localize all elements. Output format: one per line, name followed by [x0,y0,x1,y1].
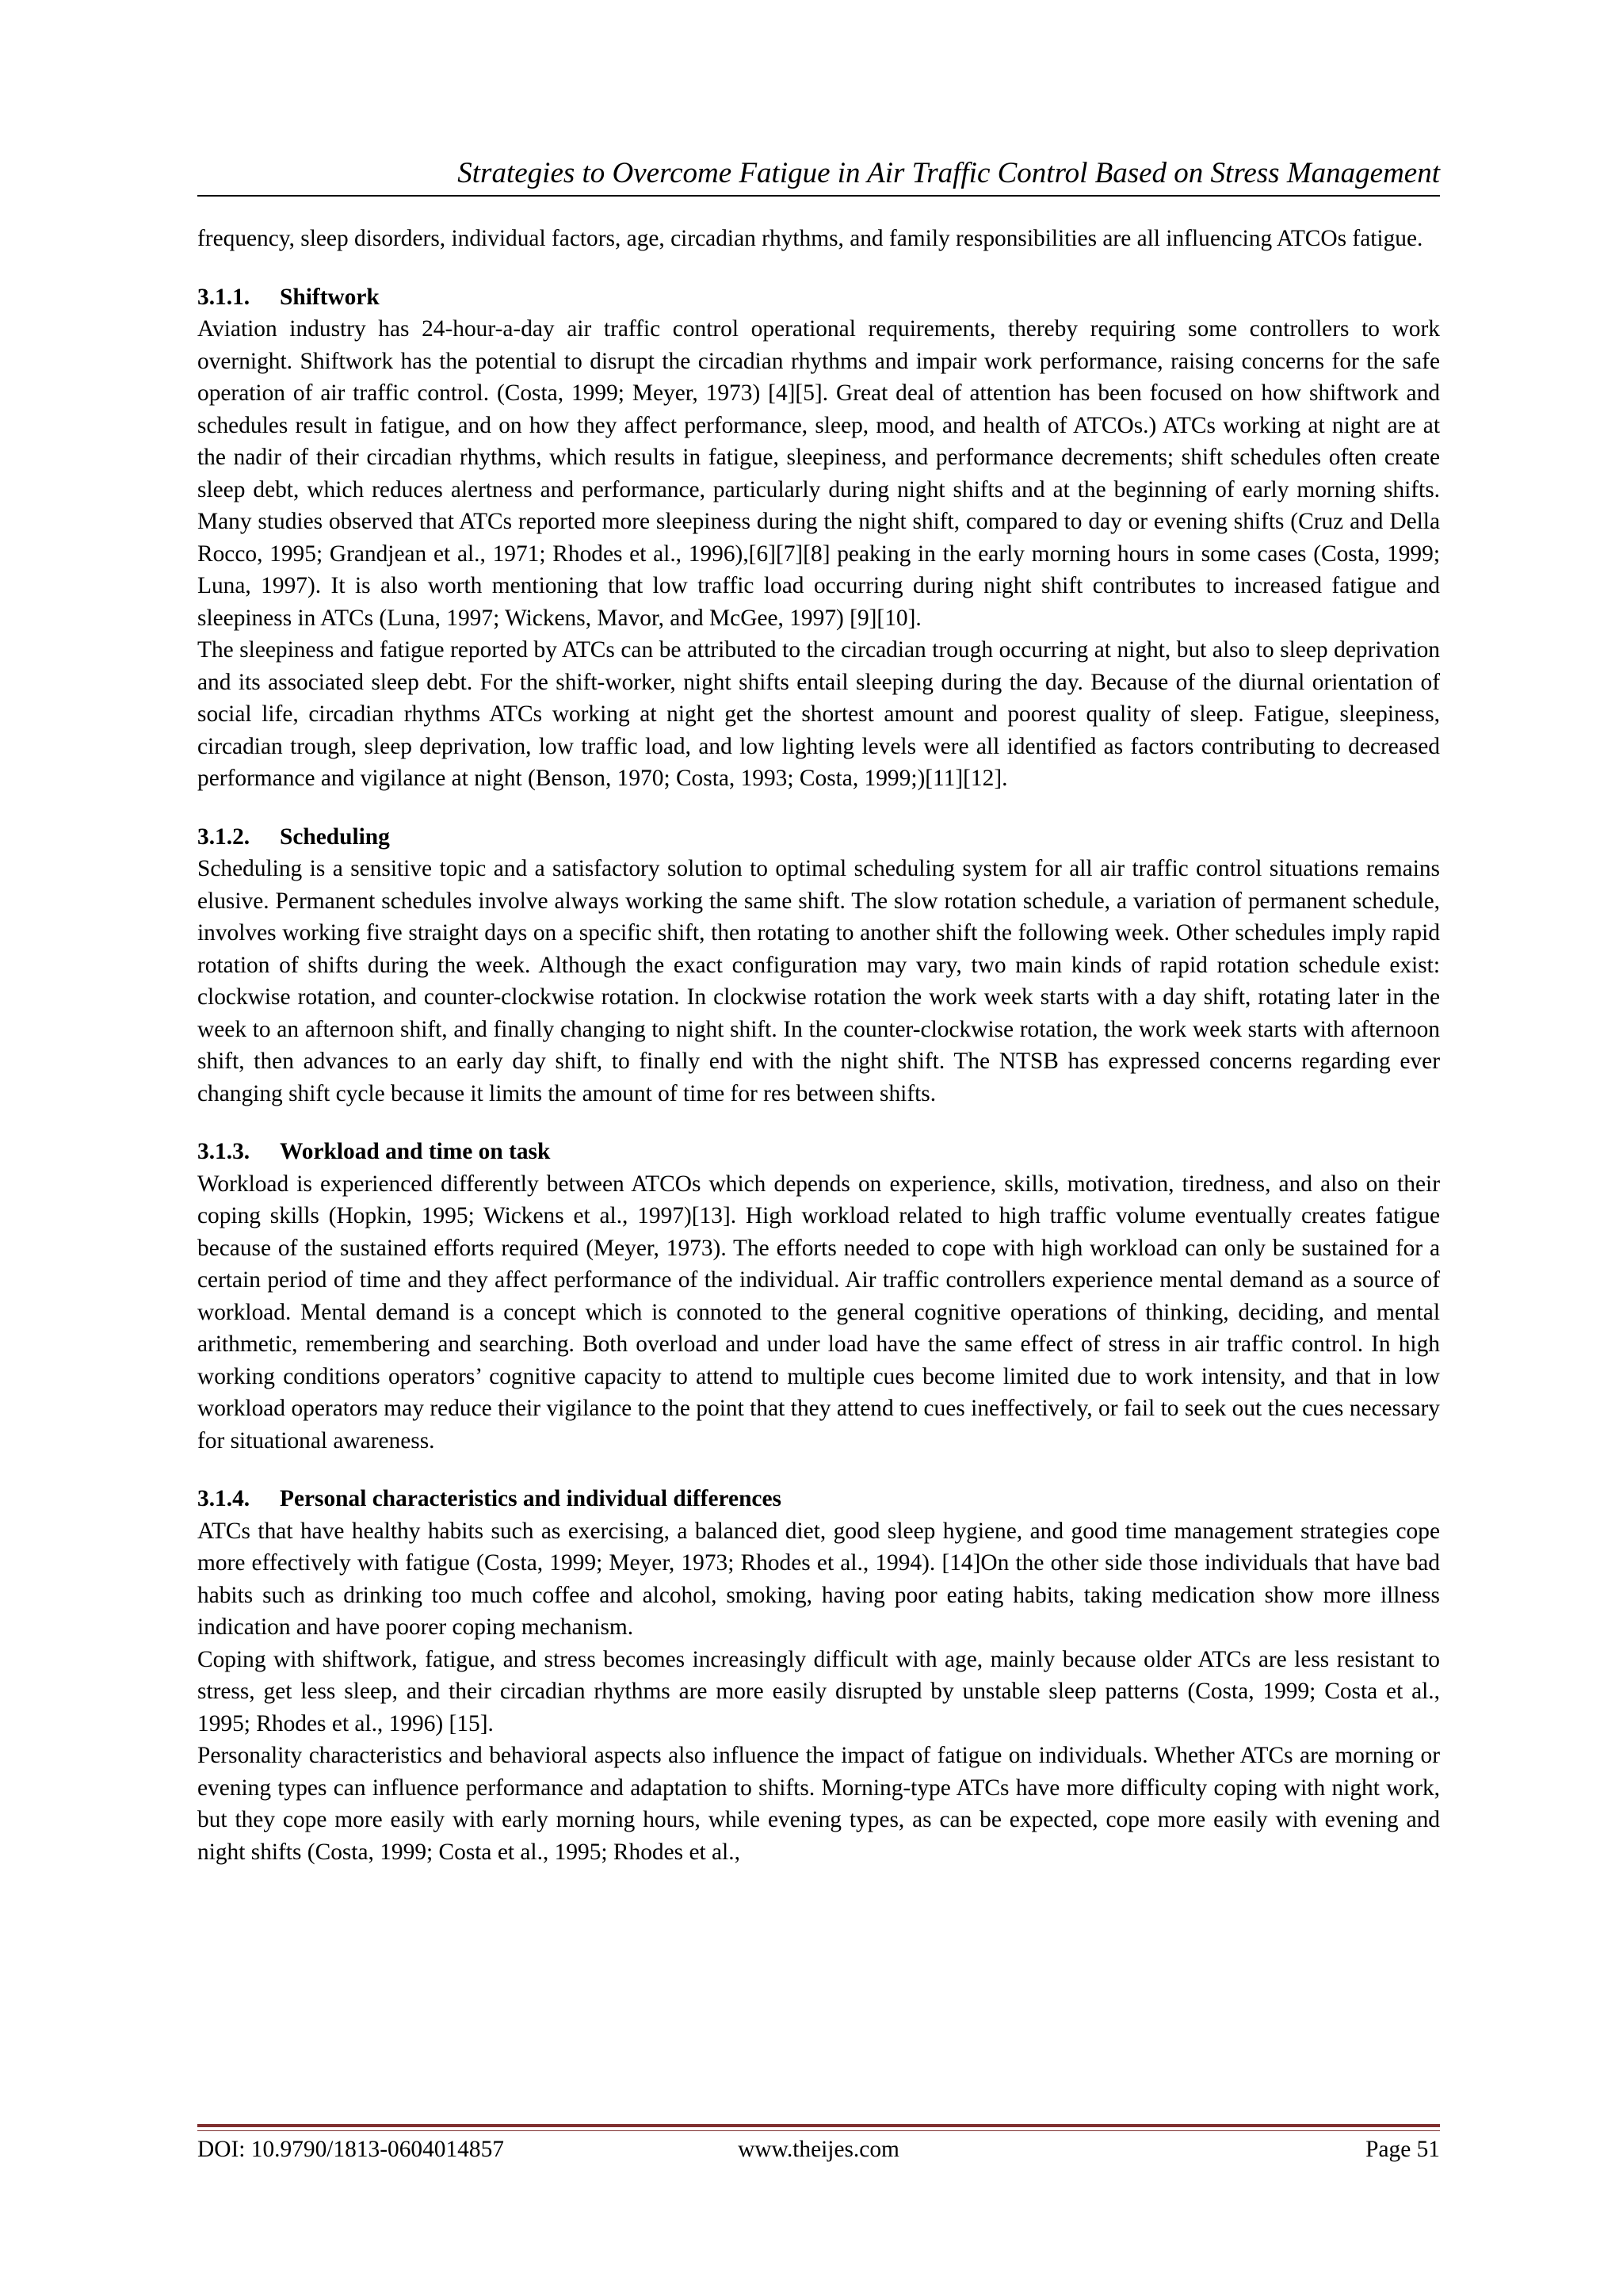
header-rule [197,195,1440,197]
section-heading-personal-characteristics [197,1483,1440,1515]
workload-paragraph: Workload is experienced differently between ATCOs which depends on experience, skills, motivation, tiredness, and also on their coping skills (Hopkin, 1995; Wickens et al., 1997)[13]. High workload related to high traffic volume eventually creates fatigue because of the sustained efforts required (Meyer, 1973). The efforts needed to cope with high workload can only be sustained for a certain period of time and they affect performance of the individual. Air traffic controllers experience mental demand as a source of workload. Mental demand is a concept which is connoted to the general cognitive operations of thinking, deciding, and mental arithmetic, remembering and searching. Both overload and under load have the same effect of stress in air traffic control. In high working conditions operators’ cognitive capacity to attend to multiple cues become limited due to work intensity, and that in low workload operators may reduce their vigilance to the point that they attend to cues ineffectively, or fail to seek out the cues necessary for situational awareness. [197,1171,1440,1454]
section-heading-workload [197,1136,1440,1168]
section-heading-shiftwork [197,281,1440,314]
intro-paragraph: frequency, sleep disorders, individual factors, age, circadian rhythms, and family responsibilities are all influencing ATCOs fatigue. [197,226,1423,251]
footer-website: www.theijes.com [738,2137,899,2162]
section-title: Workload and time on task [280,1139,551,1164]
article-body [197,223,1440,1868]
footer-rule-thin [197,2130,1440,2131]
section-title: Personal characteristics and individual differences [280,1486,781,1511]
section-number: 3.1.4. [197,1486,250,1511]
scheduling-paragraph: Scheduling is a sensitive topic and a satisfactory solution to optimal scheduling system for all air traffic control situations remains elusive. Permanent schedules involve always working the same shift. The slow rotation schedule, a variation of permanent schedule, involves working five straight days on a specific shift, then rotating to another shift the following week. Other schedules imply rapid rotation of shifts during the week. Although the exact configuration may vary, two main kinds of rapid rotation schedule exist: clockwise rotation, and counter-clockwise rotation. In clockwise rotation the work week starts with a day shift, rotating later in the week to an afternoon shift, and finally changing to night shift. In the counter-clockwise rotation, the work week starts with afternoon shift, then advances to an early day shift, to finally end with the night shift. The NTSB has expressed concerns regarding ever changing shift cycle because it limits the amount of time for res between shifts. [197,856,1440,1106]
section-number: 3.1.1. [197,284,250,310]
page-footer [197,2132,1440,2167]
personal-paragraph-1: ATCs that have healthy habits such as exercising, a balanced diet, good sleep hygiene, and good time management strategies cope more effectively with fatigue (Costa, 1999; Meyer, 1973; Rhodes et al., 1994). [14]On the other side those individuals that have bad habits such as drinking too much coffee and alcohol, smoking, having poor eating habits, taking medication show more illness indication and have poorer coping mechanism. [197,1518,1440,1640]
footer-page-number: Page 51 [1365,2137,1440,2162]
footer-rule-thick [197,2124,1440,2127]
personal-paragraph-2: Coping with shiftwork, fatigue, and stress becomes increasingly difficult with age, mainly because older ATCs are less resistant to stress, get less sleep, and their circadian rhythms are more easily disrupted by unstable sleep patterns (Costa, 1999; Costa et al., 1995; Rhodes et al., 1996) [15]. [197,1646,1440,1736]
personal-paragraph-3: Personality characteristics and behavioral aspects also influence the impact of fatigue on individuals. Whether ATCs are morning or evening types can influence performance and adaptation to shifts. Morning-type ATCs have more difficulty coping with night work, but they cope more easily with early morning hours, while evening types, as can be expected, cope more easily with evening and night shifts (Costa, 1999; Costa et al., 1995; Rhodes et al., [197,1743,1440,1865]
section-title: Scheduling [280,823,390,850]
section-heading-scheduling [197,821,1440,854]
section-number: 3.1.3. [197,1139,250,1164]
footer-doi: DOI: 10.9790/1813-0604014857 [197,2137,504,2162]
shiftwork-paragraph-1: Aviation industry has 24-hour-a-day air traffic control operational requirements, thereby requiring some controllers to work overnight. Shiftwork has the potential to disrupt the circadian rhythms and impair work performance, raising concerns for the safe operation of air traffic control. (Costa, 1999; Meyer, 1973) [4][5]. Great deal of attention has been focused on how shiftwork and schedules result in fatigue, and on how they affect performance, sleep, mood, and health of ATCOs.) ATCs working at night are at the nadir of their circadian rhythms, which results in fatigue, sleepiness, and performance decrements; shift schedules often create sleep debt, which reduces alertness and performance, particularly during night shifts and at the beginning of early morning shifts. Many studies observed that ATCs reported more sleepiness during the night shift, compared to day or evening shifts (Cruz and Della Rocco, 1995; Grandjean et al., 1971; Rhodes et al., 1996),[6][7][8] peaking in the early morning hours in some cases (Costa, 1999; Luna, 1997). It is also worth mentioning that low traffic load occurring during night shift contributes to increased fatigue and sleepiness in ATCs (Luna, 1997; Wickens, Mavor, and McGee, 1997) [9][10]. [197,316,1440,631]
running-header: Strategies to Overcome Fatigue in Air Traffic Control Based on Stress Management [457,157,1440,189]
shiftwork-paragraph-2: The sleepiness and fatigue reported by ATCs can be attributed to the circadian trough occurring at night, but also to sleep deprivation and its associated sleep debt. For the shift-worker, night shifts entail sleeping during the day. Because of the diurnal orientation of social life, circadian rhythms ATCs working at night get the shortest amount and poorest quality of sleep. Fatigue, sleepiness, circadian trough, sleep deprivation, low traffic load, and low lighting levels were all identified as factors contributing to decreased performance and vigilance at night (Benson, 1970; Costa, 1993; Costa, 1999;)[11][12]. [197,637,1440,791]
section-number: 3.1.2. [197,823,250,850]
section-title: Shiftwork [280,284,380,310]
